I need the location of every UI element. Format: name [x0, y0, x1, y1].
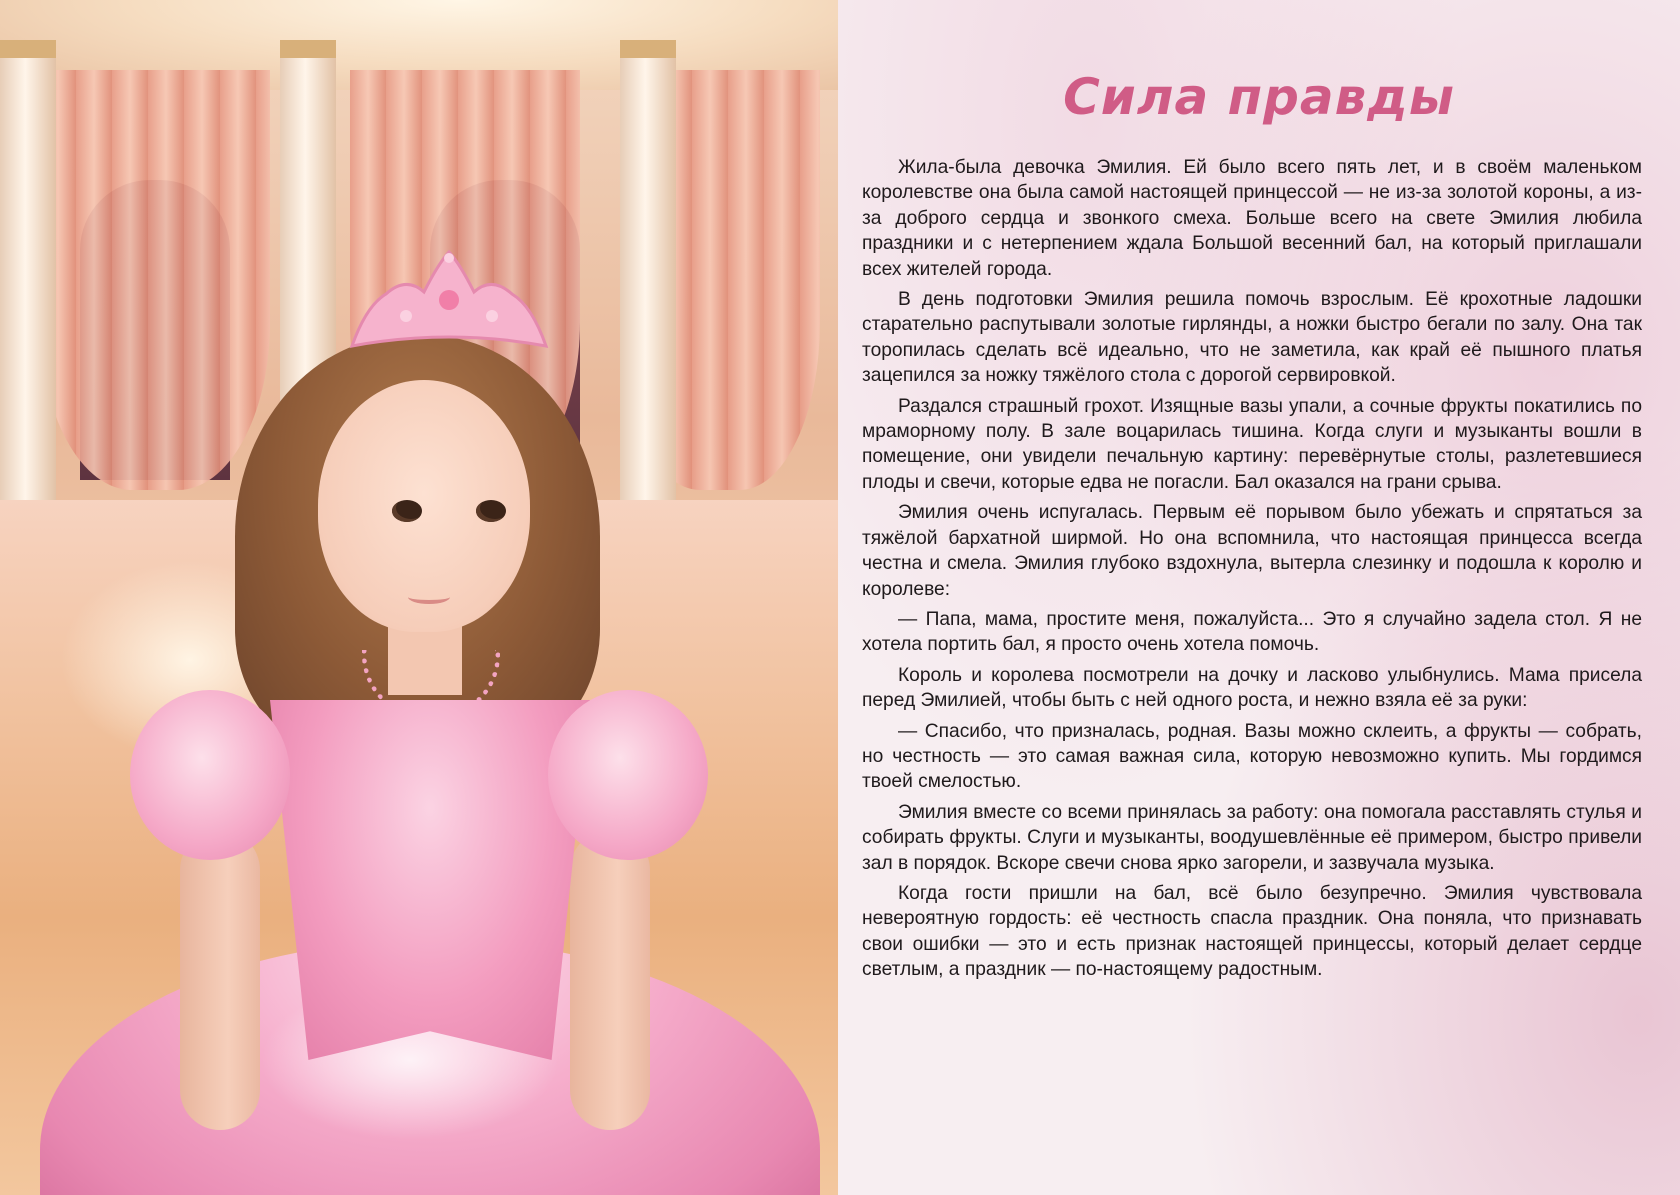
girl-arm — [180, 830, 260, 1130]
girl-smile — [408, 590, 450, 604]
story-paragraph: Раздался страшный грохот. Изящные вазы упали, а сочные фрукты покатились по мраморному полу. В зале воцарилась тишина. Когда слуги и музыканты вошли в помещение, они увидели печальную картину: перевёрнутые столы, разлетевшиеся плоды и свечи, которые едва не погасли. Бал оказался на грани срыва. — [862, 395, 1642, 493]
puff-sleeve — [548, 690, 708, 860]
story-dialogue: — Папа, мама, простите меня, пожалуйста... Это я случайно задела стол. Я не хотела портить бал, я просто очень хотела помочь. — [862, 608, 1642, 656]
puff-sleeve — [130, 690, 290, 860]
story-page — [838, 0, 1680, 1195]
story-paragraph: Когда гости пришли на бал, всё было безупречно. Эмилия чувствовала невероятную гордость: её честность спасла праздник. Она поняла, что признавать свои ошибки — это и есть признак настоящей принцессы, который делает сердце светлым, а праздник — по-настоящему радостным. — [862, 882, 1642, 981]
story-paragraph: Эмилия вместе со всеми принялась за работу: она помогала расставлять стулья и собирать фрукты. Слуги и музыканты, воодушевлённые её примером, быстро привели зал в порядок. Вскоре свечи снова ярко загорели, и зазвучала музыка. — [862, 801, 1642, 874]
girl-eye — [392, 500, 422, 522]
marble-column — [620, 40, 676, 538]
story-paragraph: В день подготовки Эмилия решила помочь взрослым. Её крохотные ладошки старательно распутывали золотые гирлянды, а ножки быстро бегали по залу. Она так торопилась сделать всё идеально, что не заметила, как край её пышного платья зацепился за ножку тяжёлого стола с дорогой сервировкой. — [862, 289, 1642, 387]
story-paragraph: Эмилия очень испугалась. Первым её порывом было убежать и спрятаться за тяжёлой бархатной ширмой. Но она вспомнила, что настоящая принцесса всегда честна и смела. Эмилия глубоко вздохнула, вытерла слезинку и подошла к королю и королеве: — [862, 502, 1642, 600]
marble-column — [0, 40, 56, 538]
story-body — [862, 155, 1642, 988]
story-illustration — [0, 0, 838, 1195]
ballroom-curtain — [40, 70, 270, 490]
story-paragraph: Король и королева посмотрели на дочку и ласково улыбнулись. Мама присела перед Эмилией, чтобы быть с ней одного роста, и нежно взяла её за руки: — [862, 664, 1642, 712]
girl-arm — [570, 830, 650, 1130]
tiara-icon — [346, 246, 552, 356]
story-title: Сила правды — [1063, 68, 1455, 126]
girl-eye — [476, 500, 506, 522]
story-dialogue: — Спасибо, что призналась, родная. Вазы можно склеить, а фрукты — собрать, но честность — это самая важная сила, которую невозможно купить. Мы гордимся твоей смелостью. — [862, 720, 1642, 793]
ball-gown-bodice — [270, 700, 590, 1060]
story-paragraph: Жила-была девочка Эмилия. Ей было всего пять лет, и в своём маленьком королевстве она была самой настоящей принцессой — не из-за золотой короны, а из-за доброго сердца и звонкого смеха. Больше всего на свете Эмилия любила праздники и с нетерпением ждала Большой весенний бал, на который приглашали всех жителей города. — [862, 157, 1642, 280]
